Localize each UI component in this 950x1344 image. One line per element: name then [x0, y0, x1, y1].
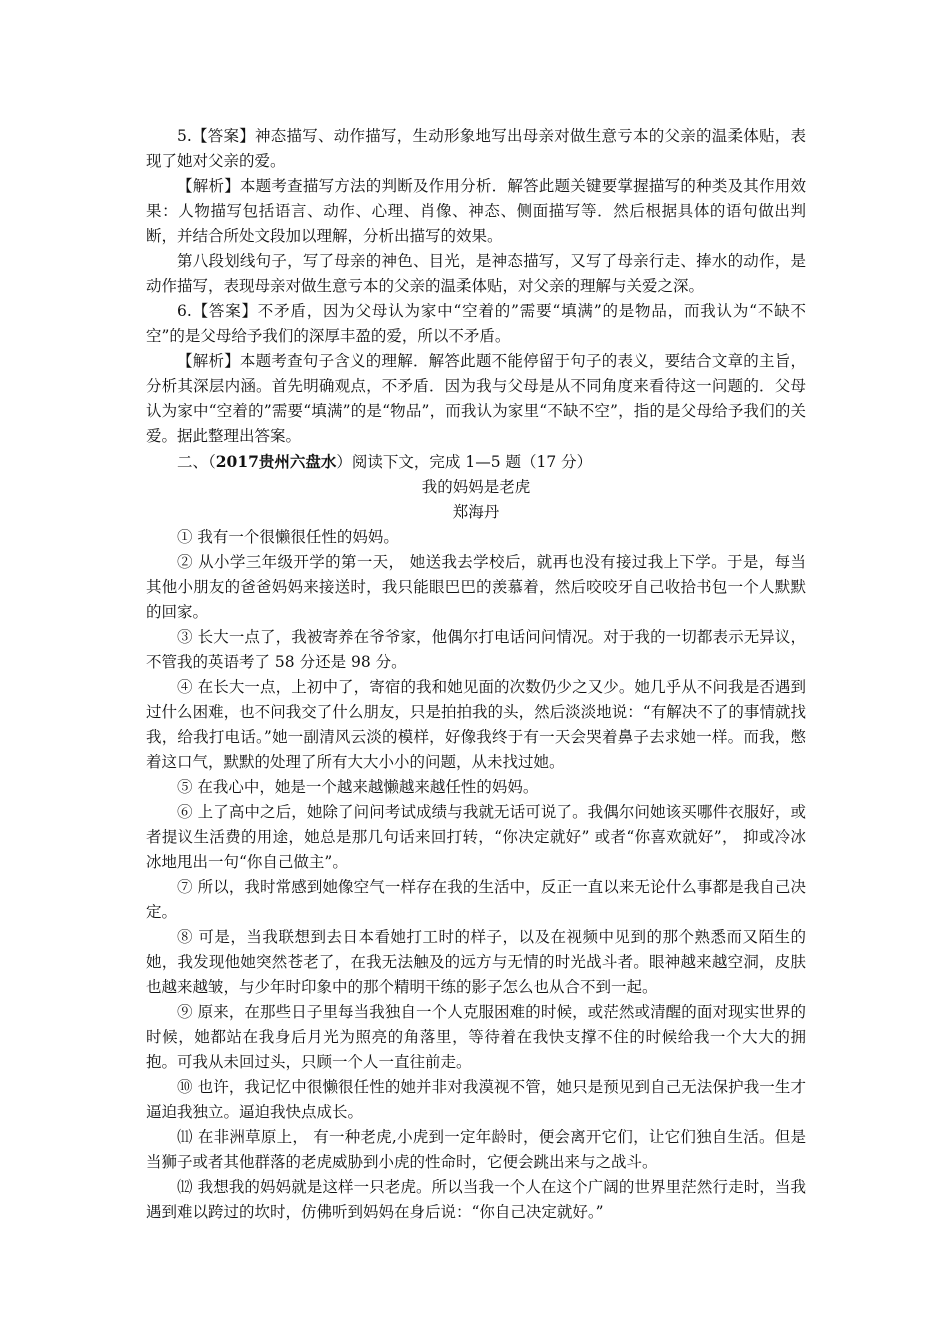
analysis-6: 【解析】本题考查句子含义的理解．解答此题不能停留于句子的表义，要结合文章的主旨，分析其深层内涵。首先明确观点，不矛盾．因为我与父母是从不同角度来看待这一问题的．父母认为家中“空着的”需要“填满”的是“物品”，而我认为家里“不缺不空”，指的是父母给予我们的关爱。据此整理出答案。	[146, 352, 806, 445]
section-heading-prefix: 二、（	[177, 453, 216, 471]
article-author: 郑海丹	[452, 503, 500, 521]
answer-5: 5.【答案】神态描写、动作描写，生动形象地写出母亲对做生意亏本的父亲的温柔体贴，表现了她对父亲的爱。	[146, 127, 806, 170]
article-paragraph-6: ⑥ 上了高中之后，她除了问问考试成绩与我就无话可说了。我偶尔问她该买哪件衣服好，或者提议生活费的用途，她总是那几句话来回打转，“你决定就好” 或者“你喜欢就好”， 抑或冷冰冰地甩出一句“你自己做主”。	[146, 803, 806, 871]
article-paragraph-11: ⑾ 在非洲草原上， 有一种老虎,小虎到一定年龄时，便会离开它们，让它们独自生活。但是当狮子或者其他群落的老虎威胁到小虎的性命时，它便会跳出来与之战斗。	[146, 1128, 806, 1171]
answer-6: 6.【答案】不矛盾，因为父母认为家中“空着的”需要“填满”的是物品，而我认为“不缺不空”的是父母给予我们的深厚丰盈的爱，所以不矛盾。	[146, 302, 806, 345]
section-heading	[146, 449, 806, 475]
analysis-5: 【解析】本题考查描写方法的判断及作用分析．解答此题关键要掌握描写的种类及其作用效果：人物描写包括语言、动作、心理、肖像、神态、侧面描写等．然后根据具体的语句做出判断，并结合所处文段加以理解，分析出描写的效果。	[146, 177, 806, 245]
article-paragraph-5: ⑤ 在我心中，她是一个越来越懒越来越任性的妈妈。	[177, 778, 539, 796]
article-paragraph-3: ③ 长大一点了，我被寄养在爷爷家，他偶尔打电话问问情况。对于我的一切都表示无异议，不管我的英语考了 58 分还是 98 分。	[146, 628, 806, 671]
article-paragraph-7: ⑦ 所以，我时常感到她像空气一样存在我的生活中，反正一直以来无论什么事都是我自己决定。	[146, 878, 806, 921]
article-paragraph-1: ① 我有一个很懒很任性的妈妈。	[177, 528, 399, 546]
article-paragraph-8: ⑧ 可是，当我联想到去日本看她打工时的样子，以及在视频中见到的那个熟悉而又陌生的她，我发现他她突然苍老了，在我无法触及的远方与无情的时光战斗者。眼神越来越空洞，皮肤也越来越皱，与少年时印象中的那个精明干练的影子怎么也从合不到一起。	[146, 928, 806, 996]
article-title: 我的妈妈是老虎	[421, 478, 531, 496]
section-heading-source: 2017贵州六盘水	[215, 452, 337, 471]
analysis-5-detail: 第八段划线句子，写了母亲的神色、目光，是神态描写，又写了母亲行走、捧水的动作，是动作描写，表现母亲对做生意亏本的父亲的温柔体贴，对父亲的理解与关爱之深。	[146, 252, 806, 295]
document-page	[146, 124, 806, 1225]
article-paragraph-4: ④ 在长大一点，上初中了，寄宿的我和她见面的次数仍少之又少。她几乎从不问我是否遇到过什么困难，也不问我交了什么朋友，只是拍拍我的头，然后淡淡地说：“有解决不了的事情就找我，给我打电话。”她一副清风云淡的模样，好像我终于有一天会哭着鼻子去求她一样。而我，憋着这口气，默默的处理了所有大大小小的问题，从未找过她。	[146, 678, 806, 771]
article-paragraph-10: ⑩ 也许，我记忆中很懒很任性的她并非对我漠视不管，她只是预见到自己无法保护我一生才逼迫我独立。逼迫我快点成长。	[146, 1078, 806, 1121]
article-paragraph-9: ⑨ 原来，在那些日子里每当我独自一个人克服困难的时候，或茫然或清醒的面对现实世界的时候，她都站在我身后月光为照亮的角落里，等待着在我快支撑不住的时候给我一个大大的拥抱。可我从未回过头，只顾一个人一直往前走。	[146, 1003, 806, 1071]
article-paragraph-2: ② 从小学三年级开学的第一天， 她送我去学校后，就再也没有接过我上下学。于是，每当其他小朋友的爸爸妈妈来接送时，我只能眼巴巴的羡慕着，然后咬咬牙自己收拾书包一个人默默的回家。	[146, 553, 806, 621]
section-heading-suffix: ）阅读下文，完成 1—5 题（17 分）	[336, 453, 593, 471]
article-paragraph-12: ⑿ 我想我的妈妈就是这样一只老虎。所以当我一个人在这个广阔的世界里茫然行走时，当我遇到难以跨过的坎时，仿佛听到妈妈在身后说：“你自己决定就好。”	[146, 1178, 806, 1221]
